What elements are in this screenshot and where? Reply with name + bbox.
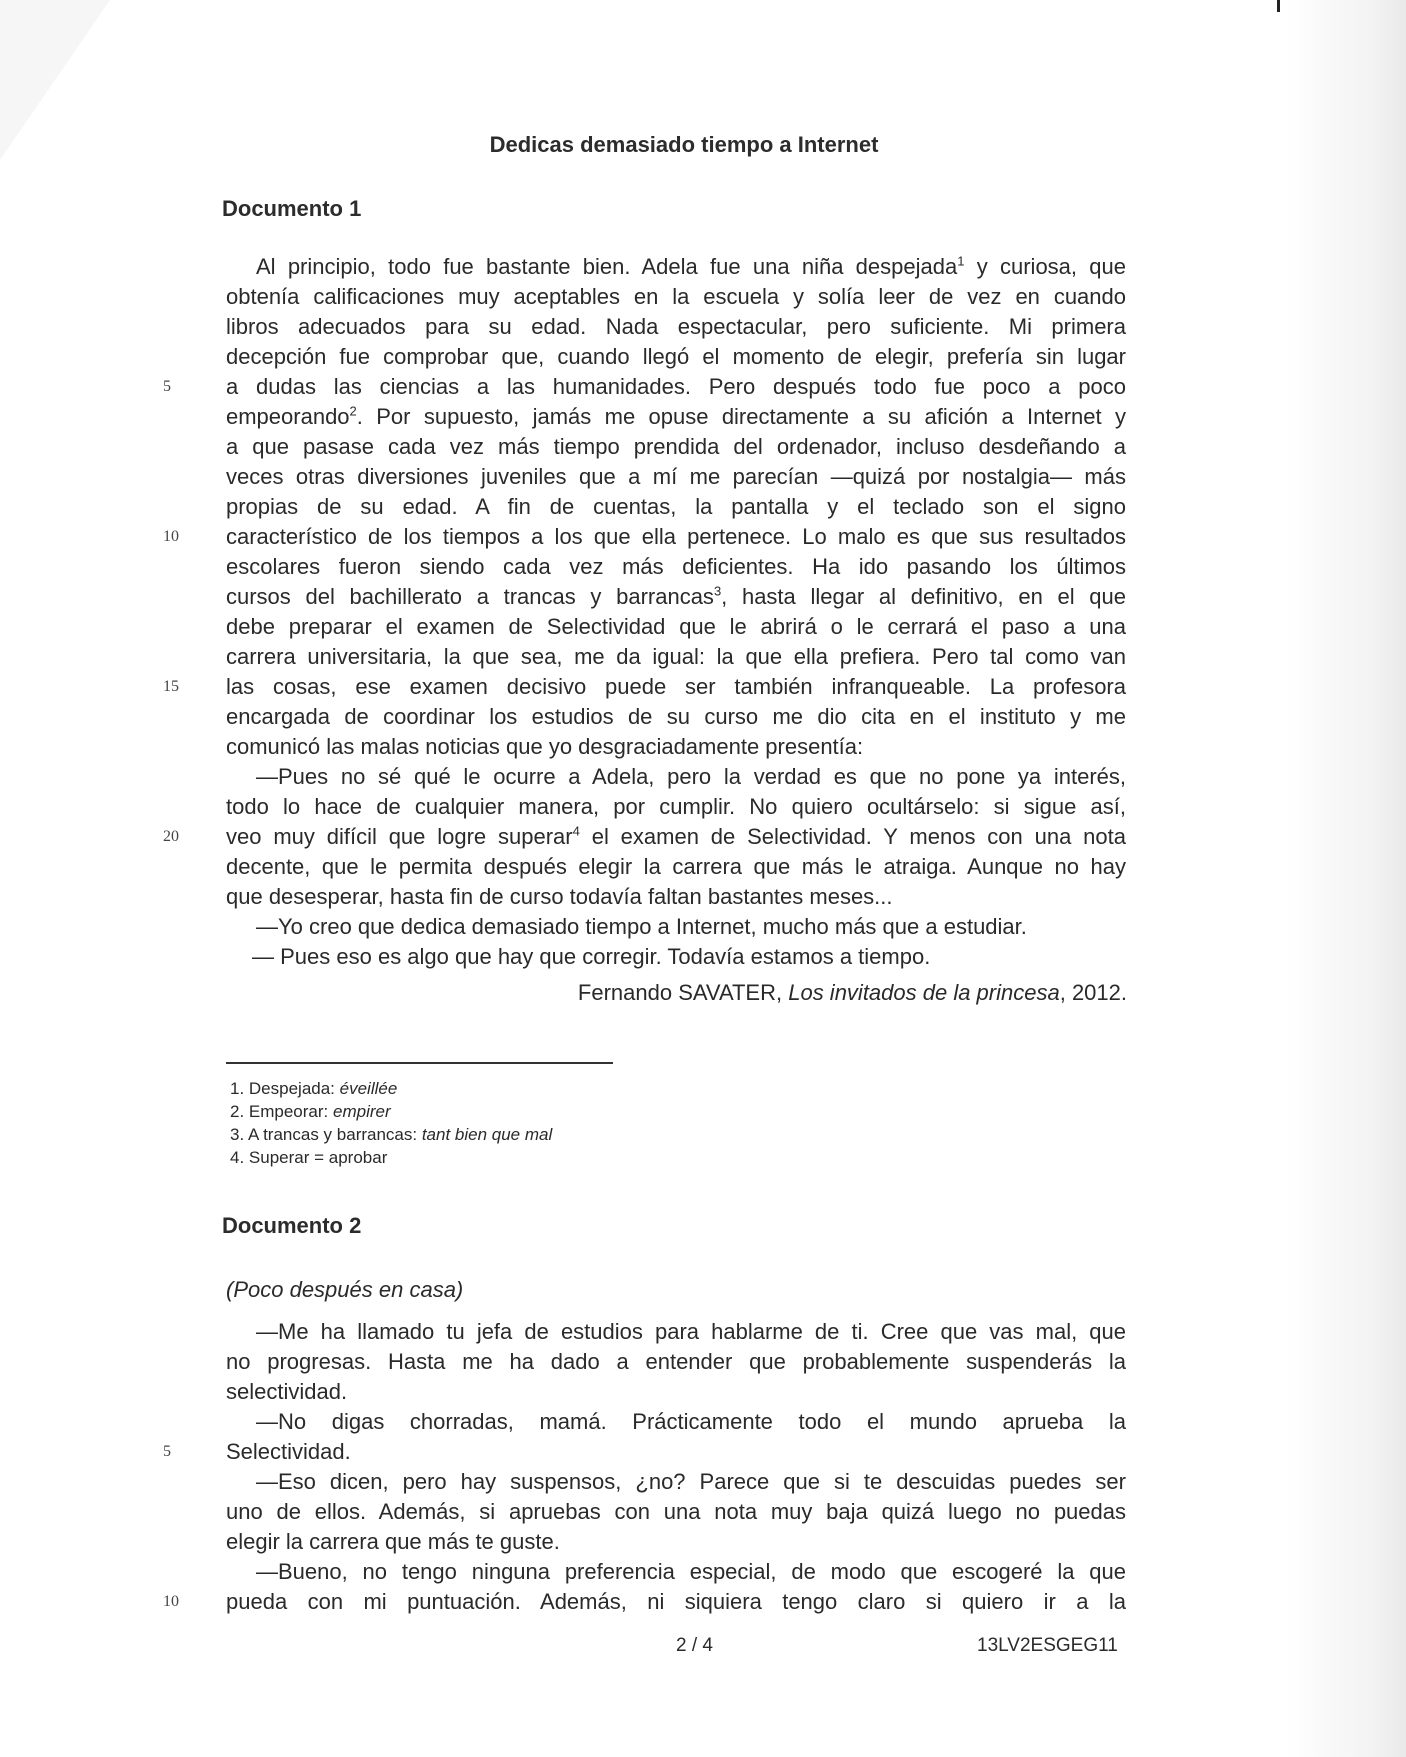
doc1-line: característico de los tiempos a los que ella pertenece. Lo malo es que sus resultados (226, 524, 1126, 549)
doc1-line: empeorando$^2$. Por supuesto, jamás me opuse directamente a su afición a Internet y (226, 403, 1126, 429)
page-number: 2 / 4 (676, 1635, 713, 1656)
doc1-line: veces otras diversiones juveniles que a mí me parecían —quizá por nostalgia— más (226, 464, 1126, 489)
doc2-dialogue-line: —No digas chorradas, mamá. Prácticamente todo el mundo aprueba la (256, 1409, 1126, 1434)
doc2-line: selectividad. (226, 1379, 348, 1404)
doc1-heading: Documento 1 (222, 196, 362, 221)
line-number: 10 (163, 1593, 179, 1610)
doc1-line: carrera universitaria, la que sea, me da igual: la que ella prefiera. Pero tal como van (226, 644, 1126, 669)
doc2-line: Selectividad. (226, 1439, 351, 1464)
doc1-line: todo lo hace de cualquier manera, por cumplir. No quiero ocultárselo: si sigue así, (226, 794, 1126, 819)
doc1-line: veo muy difícil que logre superar$^4$ el examen de Selectividad. Y menos con una nota (226, 823, 1126, 849)
footnote-rule (226, 1062, 613, 1064)
doc2-dialogue-line: —Bueno, no tengo ninguna preferencia especial, de modo que escogeré la que (256, 1559, 1126, 1584)
doc1-line: a dudas las ciencias a las humanidades. Pero después todo fue poco a poco (226, 374, 1126, 399)
doc1-line: decepción fue comprobar que, cuando llegó el momento de elegir, prefería sin lugar (226, 344, 1126, 369)
footnote: 2. Empeorar: empirer (230, 1102, 391, 1121)
doc2-dialogue-line: —Eso dicen, pero hay suspensos, ¿no? Parece que si te descuidas puedes ser (256, 1469, 1126, 1494)
doc2-line: pueda con mi puntuación. Además, ni siquiera tengo claro si quiero ir a la (226, 1589, 1126, 1614)
doc1-dialogue-line: — Pues eso es algo que hay que corregir. Todavía estamos a tiempo. (252, 944, 931, 969)
stage-direction: (Poco después en casa) (226, 1277, 464, 1302)
doc1-line: comunicó las malas noticias que yo desgraciadamente presentía: (226, 734, 864, 759)
doc1-line: encargada de coordinar los estudios de su curso me dio cita en el instituto y me (226, 704, 1126, 729)
doc1-line: que desesperar, hasta fin de curso todavía faltan bastantes meses... (226, 884, 893, 909)
line-number: 5 (163, 1443, 171, 1460)
doc2-dialogue-line: —Me ha llamado tu jefa de estudios para hablarme de ti. Cree que vas mal, que (256, 1319, 1126, 1344)
doc1-line: debe preparar el examen de Selectividad que le abrirá o le cerrará el paso a una (226, 614, 1126, 639)
document-title: Dedicas demasiado tiempo a Internet (489, 132, 879, 157)
doc1-line: libros adecuados para su edad. Nada espectacular, pero suficiente. Mi primera (226, 314, 1126, 339)
citation: Fernando SAVATER, Los invitados de la princesa, 2012. (577, 980, 1127, 1005)
doc1-line: decente, que le permita después elegir la carrera que más le atraiga. Aunque no hay (226, 854, 1126, 879)
scan-mark (1277, 0, 1280, 12)
doc1-line: cursos del bachillerato a trancas y barrancas$^3$, hasta llegar al definitivo, en el que (226, 583, 1126, 609)
doc1-line: a que pasase cada vez más tiempo prendida del ordenador, incluso desdeñando a (226, 434, 1126, 459)
doc1-dialogue-line: —Yo creo que dedica demasiado tiempo a Internet, mucho más que a estudiar. (256, 914, 1027, 939)
line-number: 20 (163, 828, 179, 845)
doc1-line: Al principio, todo fue bastante bien. Adela fue una niña despejada$^1$ y curiosa, que (256, 253, 1126, 279)
doc2-line: uno de ellos. Además, si apruebas con una nota muy baja quizá luego no puedas (226, 1499, 1126, 1524)
doc2-line: no progresas. Hasta me ha dado a entender que probablemente suspenderás la (226, 1349, 1126, 1374)
line-number: 15 (163, 678, 179, 695)
footnote: 1. Despejada: éveillée (230, 1079, 398, 1098)
line-number: 5 (163, 378, 171, 395)
footnote: 3. A trancas y barrancas: tant bien que mal (230, 1125, 553, 1144)
doc2-heading: Documento 2 (222, 1213, 362, 1238)
line-number: 10 (163, 528, 179, 545)
doc1-line: obtenía calificaciones muy aceptables en la escuela y solía leer de vez en cuando (226, 284, 1126, 309)
scan-shadow-edge (1286, 0, 1406, 1757)
doc1-line: escolares fueron siendo cada vez más deficientes. Ha ido pasando los últimos (226, 554, 1126, 579)
doc2-line: elegir la carrera que más te guste. (226, 1529, 560, 1554)
doc1-line: las cosas, ese examen decisivo puede ser también infranqueable. La profesora (226, 674, 1126, 699)
doc1-dialogue-line: —Pues no sé qué le ocurre a Adela, pero la verdad es que no pone ya interés, (256, 764, 1126, 789)
doc1-line: propias de su edad. A fin de cuentas, la pantalla y el teclado son el signo (226, 494, 1126, 519)
footnote: 4. Superar = aprobar (230, 1148, 388, 1167)
exam-code: 13LV2ESGEG11 (977, 1635, 1118, 1656)
